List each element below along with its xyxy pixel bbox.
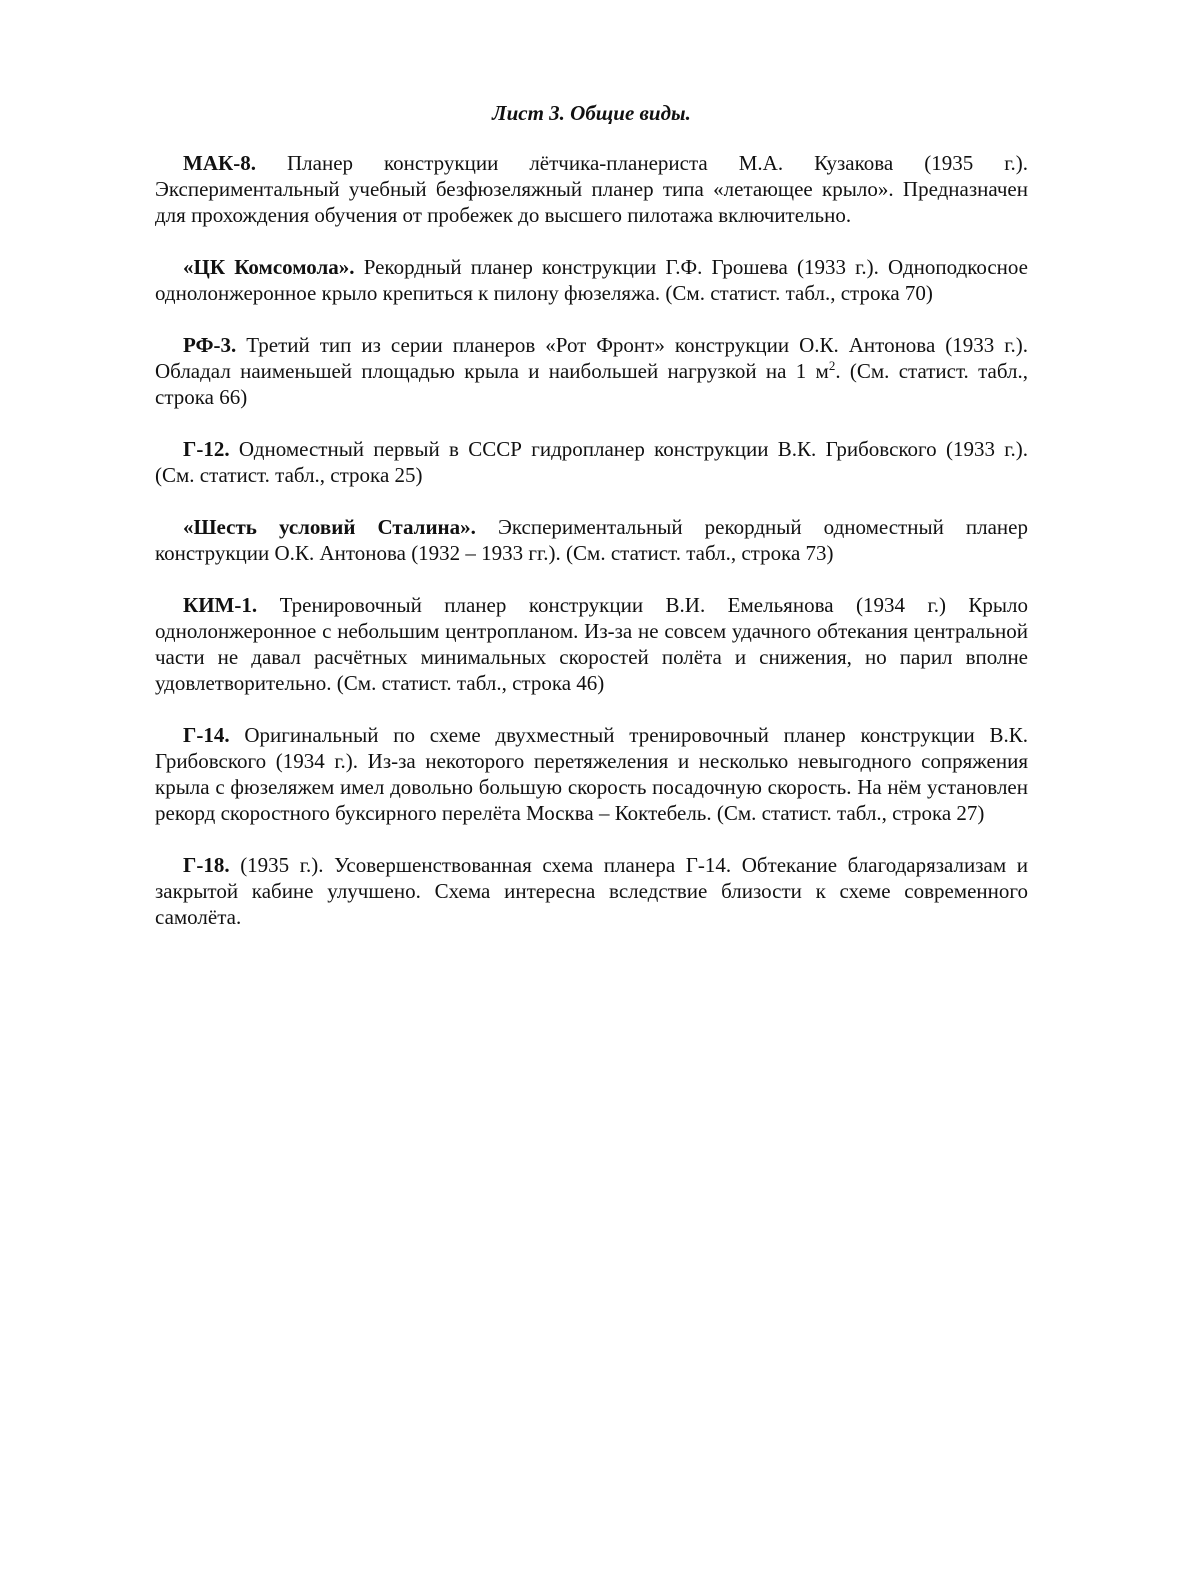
entry-text: Тренировочный планер конструкции В.И. Емельянова (1934 г.) Крыло однолонжеронное с небольшим центропланом. Из-за не совсем удачного обтекания центральной части не давал расчётных минимальных скоростей полёта и снижения, но парил вполне удовлетворительно. (См. статист. табл., строка 46) bbox=[155, 593, 1028, 695]
entry-g-14 bbox=[155, 722, 1028, 826]
entry-text: Экспериментальный рекордный одноместный планер конструкции О.К. Антонова (1932 – 1933 гг.). (См. статист. табл., строка 73) bbox=[155, 515, 1028, 565]
entry-text: Одноместный первый в СССР гидропланер конструкции В.К. Грибовского (1933 г.). (См. статист. табл., строка 25) bbox=[155, 437, 1028, 487]
entry-text: Рекордный планер конструкции Г.Ф. Грошева (1933 г.). Одноподкосное однолонжеронное крыло крепиться к пилону фюзеляжа. (См. статист. табл., строка 70) bbox=[155, 255, 1028, 305]
entry-name: Г-12. bbox=[183, 437, 230, 461]
entry-name: КИМ-1. bbox=[183, 593, 258, 617]
entry-name: Г-18. bbox=[183, 853, 230, 877]
superscript: 2 bbox=[828, 358, 836, 373]
entry-name: РФ-3. bbox=[183, 333, 237, 357]
page-title: Лист 3. Общие виды. bbox=[492, 101, 691, 125]
entry-name: МАК-8. bbox=[183, 151, 256, 175]
entry-text: (1935 г.). Усовершенствованная схема планера Г-14. Обтекание благодарязализам и закрытой кабине улучшено. Схема интересна вследствие близости к схеме современного самолёта. bbox=[155, 853, 1028, 929]
entry-shest-usloviy-stalina bbox=[155, 514, 1028, 566]
entry-g-12 bbox=[155, 436, 1028, 488]
entry-text: Оригинальный по схеме двухместный тренировочный планер конструкции В.К. Грибовского (1934 г.). Из-за некоторого перетяжеления и несколько невыгодного сопряжения крыла с фюзеляжем имел довольно большую скорость посадочную скорость. На нём установлен рекорд скоростного буксирного перелёта Москва – Коктебель. (См. статист. табл., строка 27) bbox=[155, 723, 1028, 825]
entry-mak-8 bbox=[155, 150, 1028, 228]
entry-name: «Шесть условий Сталина». bbox=[183, 515, 476, 539]
entry-name: Г-14. bbox=[183, 723, 230, 747]
entry-text: Планер конструкции лётчика-планериста М.А. Кузакова (1935 г.). Экспериментальный учебный безфюзеляжный планер типа «летающее крыло». Предназначен для прохождения обучения от пробежек до высшего пилотажа включительно. bbox=[155, 151, 1028, 227]
entry-text-continued: . (См. статист. табл., строка 66) bbox=[155, 359, 1028, 409]
entry-g-18 bbox=[155, 852, 1028, 930]
entry-ck-komsomola bbox=[155, 254, 1028, 306]
entry-name: «ЦК Комсомола». bbox=[183, 255, 355, 279]
entry-kim-1 bbox=[155, 592, 1028, 696]
entry-text: Третий тип из серии планеров «Рот Фронт» конструкции О.К. Антонова (1933 г.). Обладал наименьшей площадью крыла и наибольшей нагрузкой на 1 м bbox=[155, 333, 1028, 383]
document-page bbox=[155, 100, 1028, 956]
entry-rf-3 bbox=[155, 332, 1028, 410]
